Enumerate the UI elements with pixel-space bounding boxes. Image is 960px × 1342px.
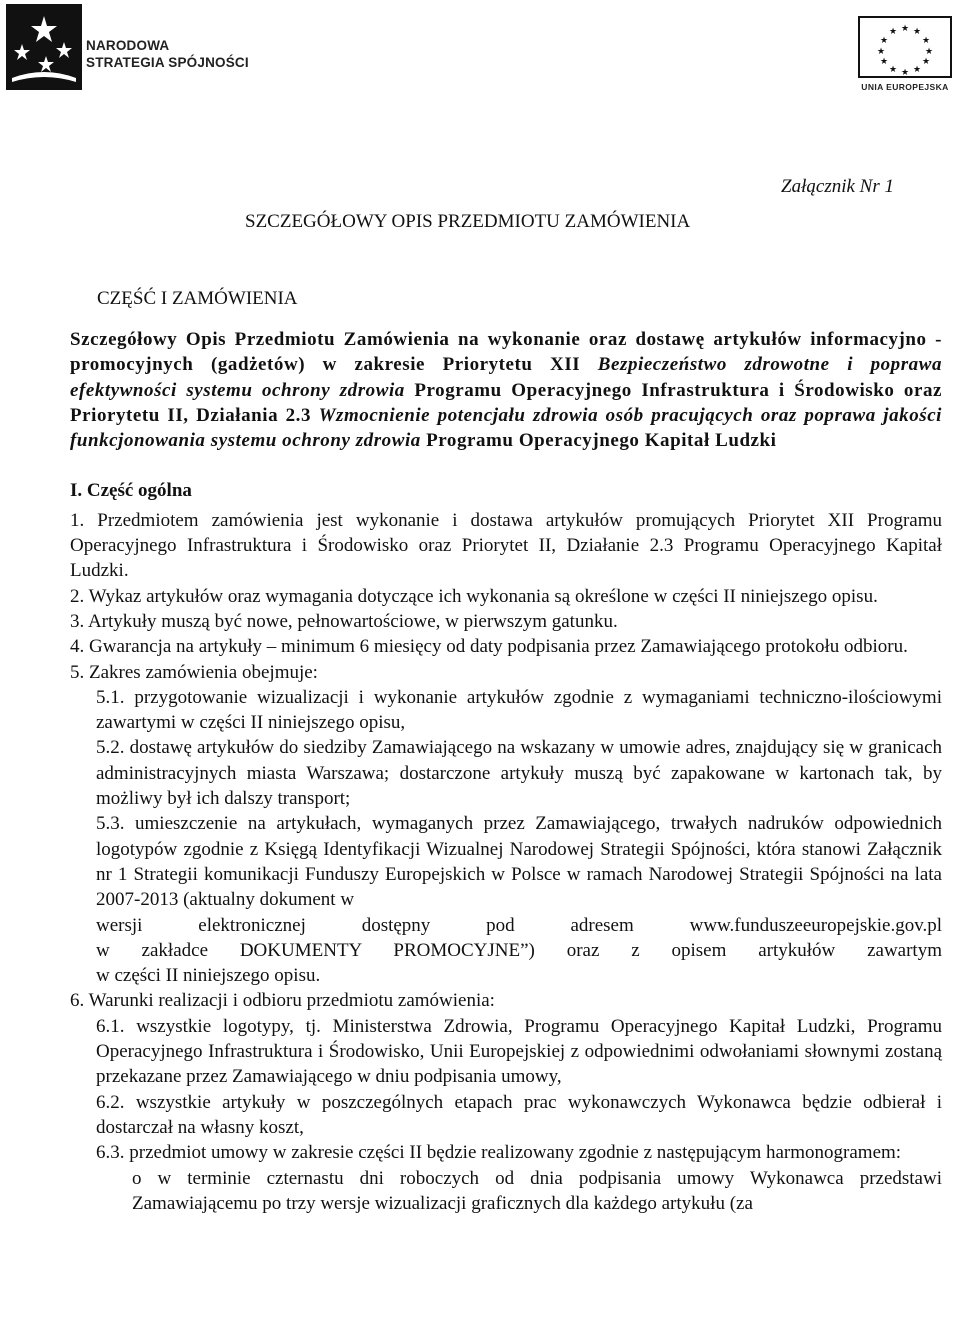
list-item-5-2: 5.2. dostawę artykułów do siedziby Zamawiającego na wskazany w umowie adres, znajdujący się w granicach administracyjnych miasta Warszawa; dostarczone artykuły muszą być zapakowane w kartonach tak, by możliwy był ich dalszy transport; xyxy=(96,737,942,810)
svg-text:★: ★ xyxy=(912,65,922,75)
list-item-5-3: 5.3. umieszczenie na artykułach, wymaganych przez Zamawiającego, trwałych nadruków odpowiednich logotypów zgodnie z Księgą Identyfikacji Wizualnej Narodowej Strategii Spójności, która stanowi Załącznik nr 1 Strategii komunikacji Funduszy Europejskich w Polsce w ramach Narodowej Strategii Spójności na lata 2007-2013 (aktualny dokument w xyxy=(96,813,942,911)
intro-italic-1: Bezpieczeństwo zdrowotne i poprawa efektywności systemu ochrony zdrowia xyxy=(70,354,943,401)
intro-text-3: Programu Operacyjnego Kapitał Ludzki xyxy=(420,430,777,452)
svg-text:★: ★ xyxy=(888,65,898,75)
eu-logo xyxy=(858,16,954,98)
list-item-5: 5. Zakres zamówienia obejmuje: xyxy=(70,661,318,683)
nss-logo-text xyxy=(86,37,249,71)
svg-text:★: ★ xyxy=(879,36,889,46)
svg-text:★: ★ xyxy=(900,68,910,78)
list-item-1: 1. Przedmiotem zamówienia jest wykonanie i dostawa artykułów promujących Priorytet XII Programu Operacyjnego Infrastruktura i Środowisko oraz Priorytet II, Działanie 2.3 Programu Operacyjnego Kapitał Ludzki. xyxy=(70,509,942,582)
list-item-5-3-url-line: wersji elektronicznej dostępny pod adresem www.funduszeeuropejskie.gov.pl xyxy=(96,914,942,936)
intro-italic-2: Wzmocnienie potencjału zdrowia osób pracujących oraz poprawa jakości funkcjonowania systemu ochrony zdrowia xyxy=(70,404,942,452)
list-item-5-3-cont: w zakładce DOKUMENTY PROMOCYJNE”) oraz z opisem artykułów zawartym xyxy=(96,939,942,961)
svg-text:★: ★ xyxy=(876,47,886,57)
section-heading: I. Część ogólna xyxy=(70,480,192,502)
part-heading: CZĘŚĆ I ZAMÓWIENIA xyxy=(97,288,298,309)
attachment-label: Załącznik Nr 1 xyxy=(781,176,894,197)
list-bullet-1: o w terminie czternastu dni roboczych od dnia podpisania umowy Wykonawca przedstawi Zamawiającemu po trzy wersje wizualizacji graficznych dla każdego artykułu (za xyxy=(132,1167,942,1214)
page-header xyxy=(0,0,960,110)
list-item-6: 6. Warunki realizacji i odbioru przedmiotu zamówienia: xyxy=(70,990,495,1012)
svg-text:★: ★ xyxy=(900,24,910,34)
narodowa-strategia-spojnosci-logo-icon xyxy=(6,4,82,90)
list-item-2: 2. Wykaz artykułów oraz wymagania dotyczące ich wykonania są określone w części II niniejszego opisu. xyxy=(70,585,878,607)
nss-logo-text-line1: NARODOWA xyxy=(86,38,170,53)
list-item-4: 4. Gwarancja na artykuły – minimum 6 miesięcy od daty podpisania przez Zamawiającego protokołu odbioru. xyxy=(70,636,908,658)
list-item-5-3-end: w części II niniejszego opisu. xyxy=(96,965,321,987)
intro-paragraph xyxy=(70,327,942,453)
list-item-6-1: 6.1. wszystkie logotypy, tj. Ministerstwa Zdrowia, Programu Operacyjnego Kapitał Ludzki, Programu Operacyjnego Infrastruktura i Środowisko, Unii Europejskiej z odpowiednimi odwołaniami słownymi zostaną przekazane przez Zamawiającego w dniu podpisania umowy, xyxy=(96,1015,942,1088)
document-body xyxy=(70,327,942,1216)
svg-text:★: ★ xyxy=(879,57,889,67)
nss-logo-text-line2: STRATEGIA SPÓJNOŚCI xyxy=(86,55,249,70)
list-item-5-1: 5.1. przygotowanie wizualizacji i wykonanie artykułów zgodnie z wymaganiami techniczno-ilościowymi zawartymi w części II niniejszego opisu, xyxy=(96,686,942,734)
list-item-6-2: 6.2. wszystkie artykuły w poszczególnych etapach prac wykonawczych Wykonawca będzie odbierał i dostarczał na własny koszt, xyxy=(96,1091,942,1138)
list-item-3: 3. Artykuły muszą być nowe, pełnowartościowe, w pierwszym gatunku. xyxy=(70,610,618,632)
svg-text:★: ★ xyxy=(888,27,898,37)
svg-text:★: ★ xyxy=(912,27,922,37)
svg-text:★: ★ xyxy=(921,36,931,46)
nss-logo xyxy=(6,4,256,90)
intro-text-1: Szczegółowy Opis Przedmiotu Zamówienia na wykonanie oraz dostawę artykułów informacyjno - promocyjnych (gadżetów) w zakresie Priorytetu XII xyxy=(70,329,942,376)
eu-logo-text: UNIA EUROPEJSKA xyxy=(861,82,949,92)
svg-text:★: ★ xyxy=(924,47,934,57)
intro-text-2: Programu Operacyjnego Infrastruktura i Środowisko oraz Priorytetu II, Działania 2.3 xyxy=(70,379,942,426)
eu-flag-icon xyxy=(858,16,952,78)
list-item-6-3: 6.3. przedmiot umowy w zakresie części II będzie realizowany zgodnie z następującym harmonogramem: xyxy=(96,1142,902,1164)
svg-text:★: ★ xyxy=(921,57,931,67)
document-title: SZCZEGÓŁOWY OPIS PRZEDMIOTU ZAMÓWIENIA xyxy=(245,211,691,232)
